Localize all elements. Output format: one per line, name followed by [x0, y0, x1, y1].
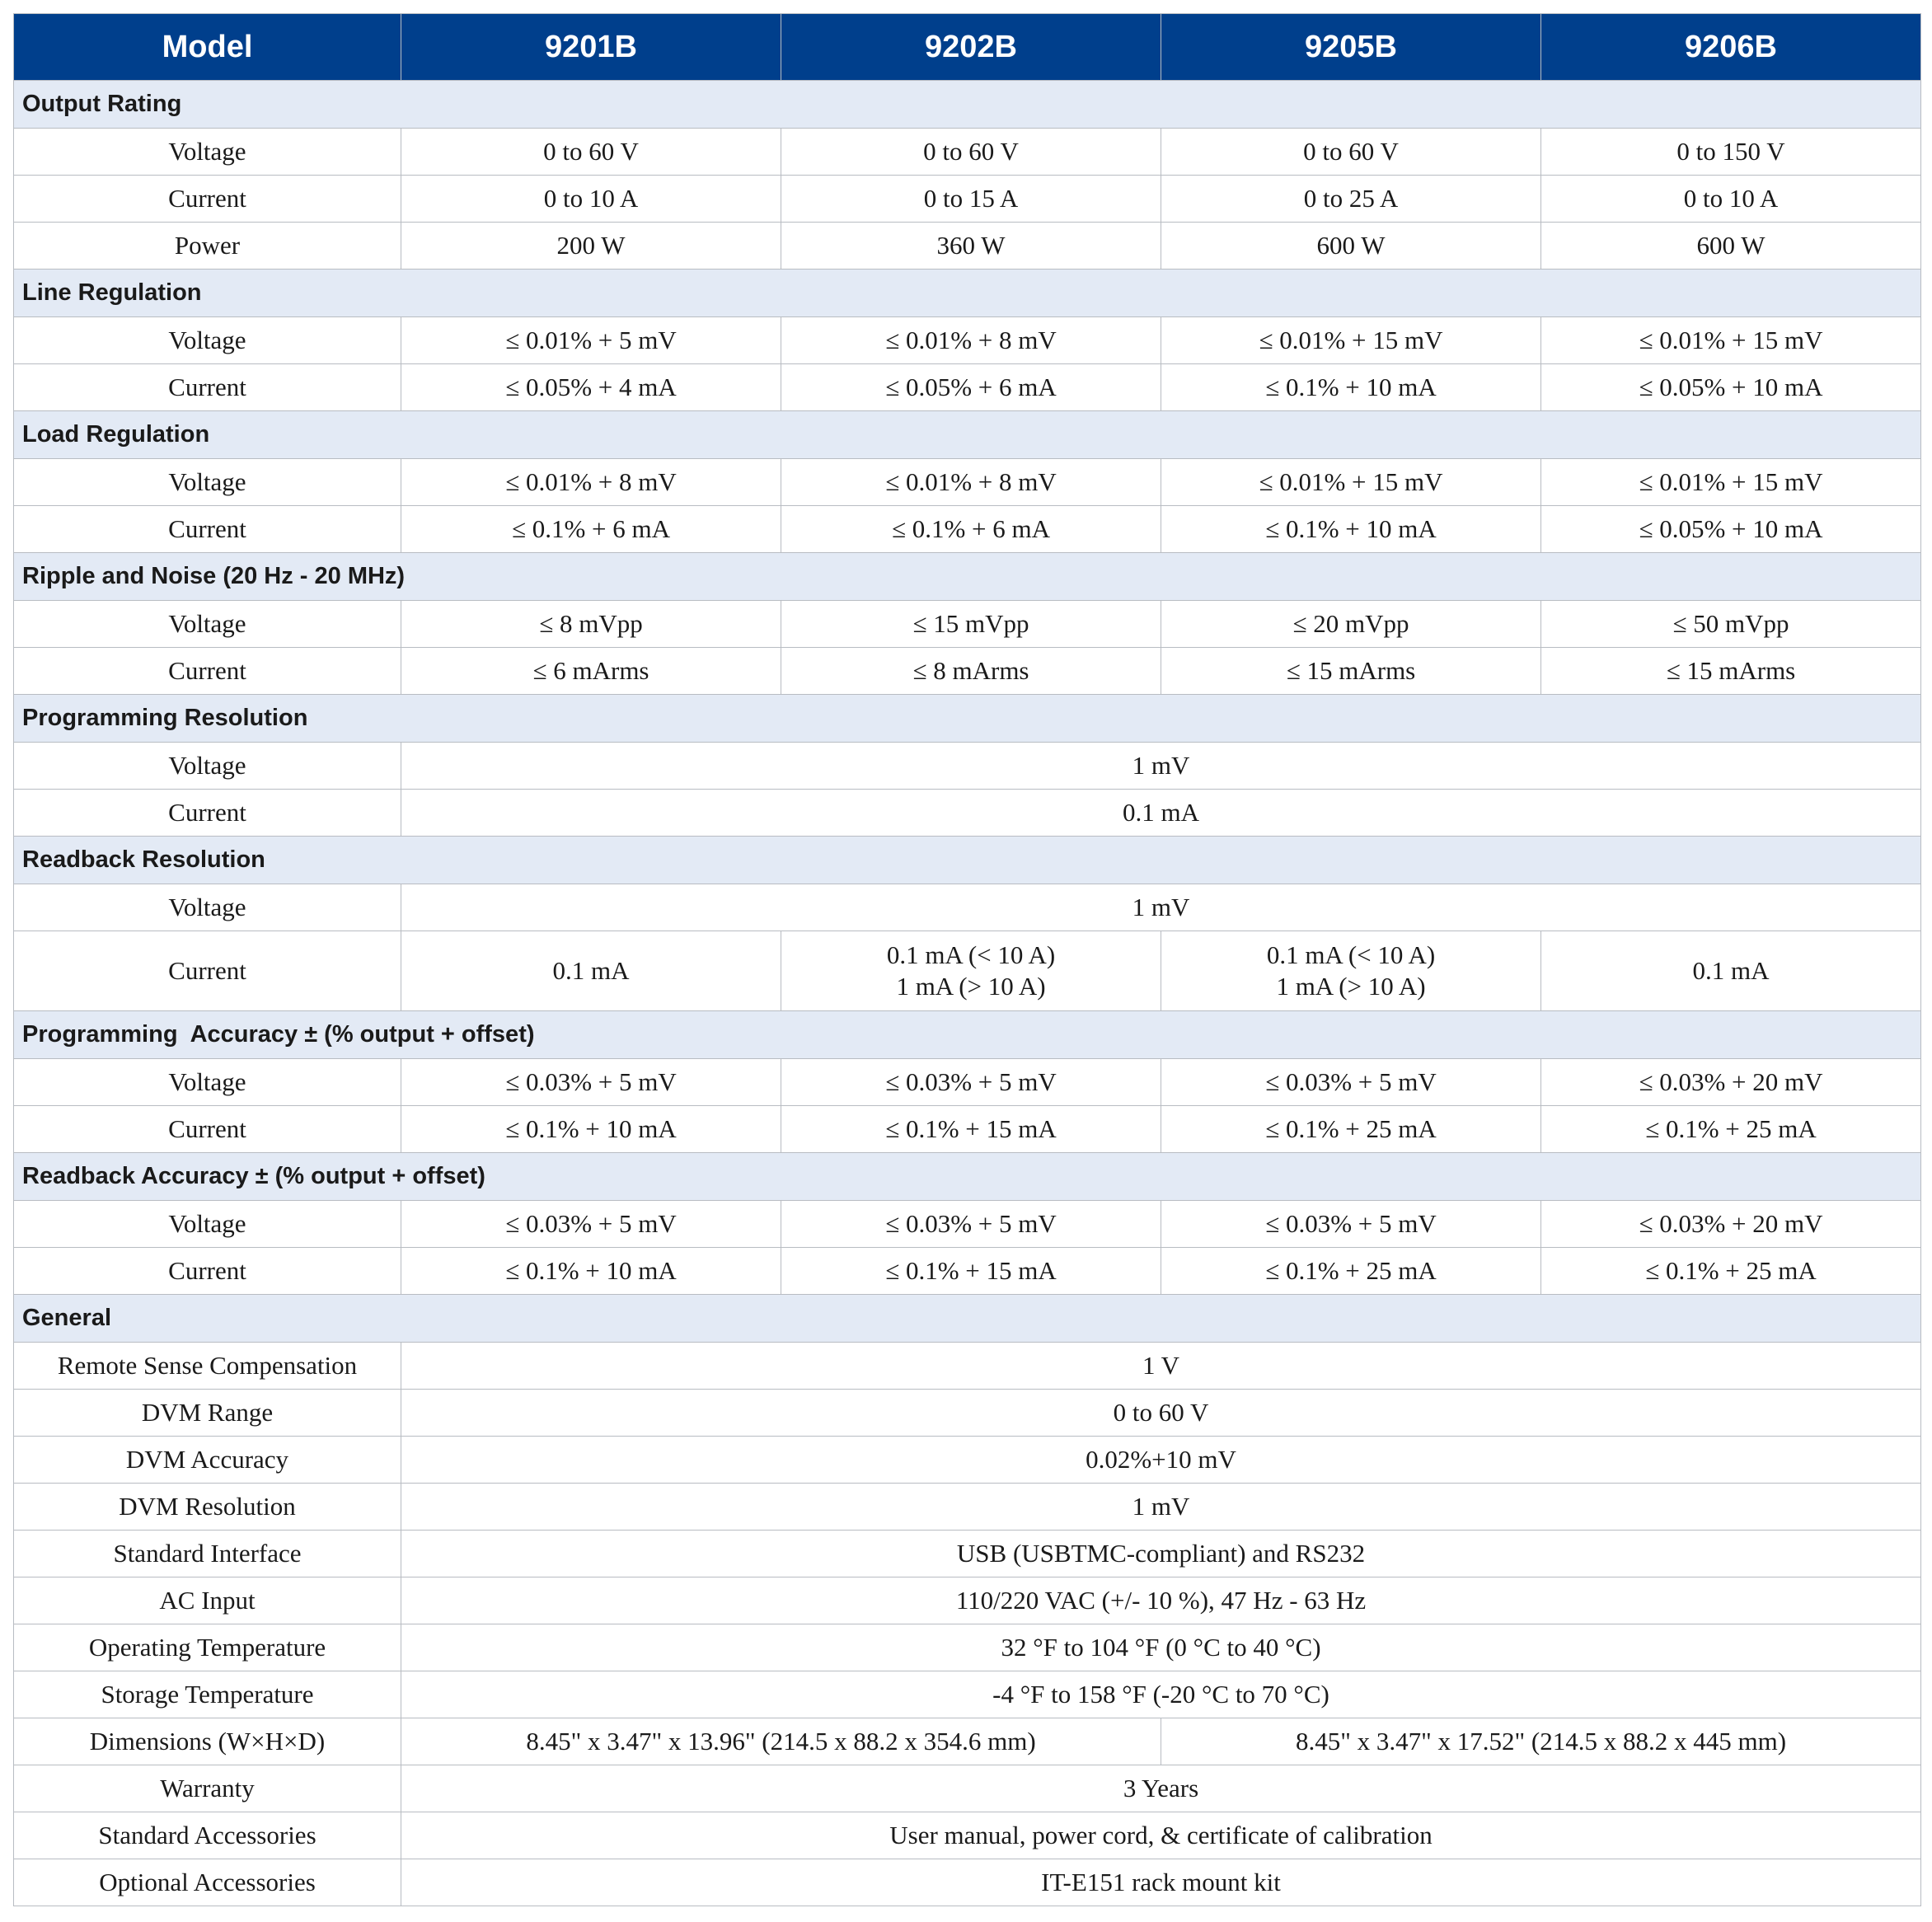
table-cell: ≤ 0.05% + 10 mA: [1541, 364, 1921, 411]
table-cell: ≤ 0.1% + 25 mA: [1161, 1106, 1541, 1153]
table-row: [14, 1765, 1921, 1812]
row-label: Warranty: [14, 1765, 401, 1812]
table-row: [14, 1437, 1921, 1484]
table-cell: 0 to 60 V: [401, 1390, 1921, 1437]
row-label: AC Input: [14, 1577, 401, 1624]
header-model-9205b: 9205B: [1161, 14, 1541, 81]
cell-line: 0.1 mA: [552, 956, 630, 985]
section-programming-resolution: [14, 695, 1921, 743]
row-label: Current: [14, 364, 401, 411]
table-cell: ≤ 0.01% + 8 mV: [401, 459, 781, 506]
table-cell: ≤ 0.1% + 25 mA: [1161, 1248, 1541, 1295]
header-model-9201b: 9201B: [401, 14, 781, 81]
table-cell: ≤ 0.1% + 25 mA: [1541, 1248, 1921, 1295]
row-label: Standard Accessories: [14, 1812, 401, 1859]
table-cell: ≤ 0.01% + 15 mV: [1541, 459, 1921, 506]
row-label: Dimensions (W×H×D): [14, 1718, 401, 1765]
table-cell: 8.45" x 3.47" x 13.96" (214.5 x 88.2 x 354.6 mm): [401, 1718, 1161, 1765]
section-programming-accuracy: [14, 1011, 1921, 1059]
table-row: [14, 506, 1921, 553]
table-cell: ≤ 0.01% + 15 mV: [1161, 317, 1541, 364]
table-cell: ≤ 0.1% + 10 mA: [1161, 506, 1541, 553]
table-cell: 0 to 150 V: [1541, 129, 1921, 176]
table-row: [14, 601, 1921, 648]
section-title: Readback Accuracy ± (% output + offset): [14, 1153, 1921, 1201]
table-cell: ≤ 20 mVpp: [1161, 601, 1541, 648]
table-cell: 0 to 10 A: [401, 176, 781, 223]
row-label: DVM Accuracy: [14, 1437, 401, 1484]
table-cell: 0 to 60 V: [781, 129, 1161, 176]
section-title: Load Regulation: [14, 411, 1921, 459]
section-title: Readback Resolution: [14, 837, 1921, 884]
table-row: [14, 1718, 1921, 1765]
table-row: [14, 790, 1921, 837]
table-cell: 1 mV: [401, 1484, 1921, 1531]
table-cell: 32 °F to 104 °F (0 °C to 40 °C): [401, 1624, 1921, 1671]
table-row: [14, 1812, 1921, 1859]
table-cell: 110/220 VAC (+/- 10 %), 47 Hz - 63 Hz: [401, 1577, 1921, 1624]
row-label: Current: [14, 931, 401, 1011]
table-cell: 200 W: [401, 223, 781, 270]
table-cell: 0.02%+10 mV: [401, 1437, 1921, 1484]
row-label: Storage Temperature: [14, 1671, 401, 1718]
row-label: DVM Resolution: [14, 1484, 401, 1531]
section-readback-accuracy: [14, 1153, 1921, 1201]
section-title: General: [14, 1295, 1921, 1343]
section-title: Programming Resolution: [14, 695, 1921, 743]
table-cell: 0 to 60 V: [1161, 129, 1541, 176]
table-cell: ≤ 0.1% + 6 mA: [401, 506, 781, 553]
table-cell: [401, 931, 781, 1011]
row-label: Optional Accessories: [14, 1859, 401, 1906]
table-cell: ≤ 0.05% + 4 mA: [401, 364, 781, 411]
header-model-label: Model: [14, 14, 401, 81]
row-label: Voltage: [14, 1201, 401, 1248]
row-label: DVM Range: [14, 1390, 401, 1437]
table-cell: ≤ 0.1% + 15 mA: [781, 1106, 1161, 1153]
table-cell: 600 W: [1541, 223, 1921, 270]
cell-line: 0.1 mA (< 10 A): [1266, 940, 1436, 969]
row-label: Voltage: [14, 884, 401, 931]
table-cell: -4 °F to 158 °F (-20 °C to 70 °C): [401, 1671, 1921, 1718]
table-row: [14, 1577, 1921, 1624]
row-label: Current: [14, 506, 401, 553]
table-cell: ≤ 0.03% + 5 mV: [781, 1201, 1161, 1248]
row-label: Voltage: [14, 743, 401, 790]
table-cell: ≤ 0.01% + 5 mV: [401, 317, 781, 364]
table-cell: 1 mV: [401, 743, 1921, 790]
table-cell: ≤ 0.03% + 5 mV: [1161, 1201, 1541, 1248]
table-row: [14, 317, 1921, 364]
row-label: Operating Temperature: [14, 1624, 401, 1671]
cell-line: 1 mA (> 10 A): [1276, 972, 1426, 1001]
table-cell: ≤ 15 mArms: [1541, 648, 1921, 695]
table-cell: 0 to 60 V: [401, 129, 781, 176]
section-line-regulation: [14, 270, 1921, 317]
row-label: Current: [14, 176, 401, 223]
table-row: [14, 459, 1921, 506]
table-cell: User manual, power cord, & certificate of calibration: [401, 1812, 1921, 1859]
table-cell: ≤ 15 mArms: [1161, 648, 1541, 695]
header-row: [14, 14, 1921, 81]
table-row: [14, 1531, 1921, 1577]
table-cell: ≤ 0.01% + 15 mV: [1161, 459, 1541, 506]
table-cell: ≤ 6 mArms: [401, 648, 781, 695]
table-row: [14, 1484, 1921, 1531]
table-cell: ≤ 8 mVpp: [401, 601, 781, 648]
section-load-regulation: [14, 411, 1921, 459]
table-cell: 1 V: [401, 1343, 1921, 1390]
table-cell: ≤ 0.1% + 6 mA: [781, 506, 1161, 553]
row-label: Current: [14, 1106, 401, 1153]
header-model-9206b: 9206B: [1541, 14, 1921, 81]
table-cell: ≤ 0.03% + 5 mV: [781, 1059, 1161, 1106]
row-label: Voltage: [14, 1059, 401, 1106]
table-row: [14, 1248, 1921, 1295]
table-cell: ≤ 0.1% + 15 mA: [781, 1248, 1161, 1295]
row-label: Voltage: [14, 317, 401, 364]
section-title: Ripple and Noise (20 Hz - 20 MHz): [14, 553, 1921, 601]
section-ripple-noise: [14, 553, 1921, 601]
row-label: Voltage: [14, 601, 401, 648]
table-cell: USB (USBTMC-compliant) and RS232: [401, 1531, 1921, 1577]
row-label: Remote Sense Compensation: [14, 1343, 401, 1390]
cell-line: 1 mA (> 10 A): [896, 972, 1046, 1001]
table-cell: ≤ 50 mVpp: [1541, 601, 1921, 648]
table-cell: ≤ 0.01% + 15 mV: [1541, 317, 1921, 364]
row-label: Current: [14, 1248, 401, 1295]
table-cell: ≤ 15 mVpp: [781, 601, 1161, 648]
section-readback-resolution: [14, 837, 1921, 884]
section-general: [14, 1295, 1921, 1343]
table-row: [14, 129, 1921, 176]
table-cell: ≤ 0.01% + 8 mV: [781, 459, 1161, 506]
table-cell: ≤ 0.03% + 5 mV: [401, 1059, 781, 1106]
row-label: Current: [14, 790, 401, 837]
cell-line: 0.1 mA (< 10 A): [886, 940, 1056, 969]
table-row: [14, 1343, 1921, 1390]
table-cell: 8.45" x 3.47" x 17.52" (214.5 x 88.2 x 445 mm): [1161, 1718, 1921, 1765]
spec-table: [13, 13, 1921, 1906]
table-cell: 600 W: [1161, 223, 1541, 270]
table-row: [14, 1201, 1921, 1248]
table-cell: ≤ 0.1% + 10 mA: [401, 1248, 781, 1295]
table-cell: 0 to 15 A: [781, 176, 1161, 223]
table-cell: 3 Years: [401, 1765, 1921, 1812]
table-cell: ≤ 0.1% + 10 mA: [401, 1106, 781, 1153]
section-title: Output Rating: [14, 81, 1921, 129]
table-row: [14, 1859, 1921, 1906]
table-row: [14, 743, 1921, 790]
table-cell: ≤ 0.05% + 6 mA: [781, 364, 1161, 411]
table-cell: ≤ 8 mArms: [781, 648, 1161, 695]
section-title: Line Regulation: [14, 270, 1921, 317]
table-row: [14, 1671, 1921, 1718]
table-row: [14, 364, 1921, 411]
table-cell: [781, 931, 1161, 1011]
table-cell: 1 mV: [401, 884, 1921, 931]
row-label: Power: [14, 223, 401, 270]
table-cell: ≤ 0.03% + 20 mV: [1541, 1059, 1921, 1106]
row-label: Standard Interface: [14, 1531, 401, 1577]
section-title: Programming Accuracy ± (% output + offset): [14, 1011, 1921, 1059]
table-cell: ≤ 0.1% + 10 mA: [1161, 364, 1541, 411]
table-cell: ≤ 0.03% + 5 mV: [1161, 1059, 1541, 1106]
table-cell: 0 to 10 A: [1541, 176, 1921, 223]
row-label: Voltage: [14, 459, 401, 506]
table-row: [14, 648, 1921, 695]
table-row: [14, 931, 1921, 1011]
table-row: [14, 884, 1921, 931]
cell-line: 0.1 mA: [1692, 956, 1770, 985]
table-cell: ≤ 0.1% + 25 mA: [1541, 1106, 1921, 1153]
table-row: [14, 223, 1921, 270]
table-cell: 0 to 25 A: [1161, 176, 1541, 223]
table-row: [14, 1106, 1921, 1153]
row-label: Current: [14, 648, 401, 695]
header-model-9202b: 9202B: [781, 14, 1161, 81]
table-cell: ≤ 0.03% + 20 mV: [1541, 1201, 1921, 1248]
table-row: [14, 1624, 1921, 1671]
table-cell: ≤ 0.03% + 5 mV: [401, 1201, 781, 1248]
table-cell: 0.1 mA: [401, 790, 1921, 837]
table-row: [14, 176, 1921, 223]
table-cell: [1161, 931, 1541, 1011]
table-cell: ≤ 0.05% + 10 mA: [1541, 506, 1921, 553]
table-cell: IT-E151 rack mount kit: [401, 1859, 1921, 1906]
section-output-rating: [14, 81, 1921, 129]
table-row: [14, 1059, 1921, 1106]
table-row: [14, 1390, 1921, 1437]
row-label: Voltage: [14, 129, 401, 176]
table-cell: ≤ 0.01% + 8 mV: [781, 317, 1161, 364]
spec-table-container: [13, 13, 1920, 1906]
table-cell: 360 W: [781, 223, 1161, 270]
table-cell: [1541, 931, 1921, 1011]
